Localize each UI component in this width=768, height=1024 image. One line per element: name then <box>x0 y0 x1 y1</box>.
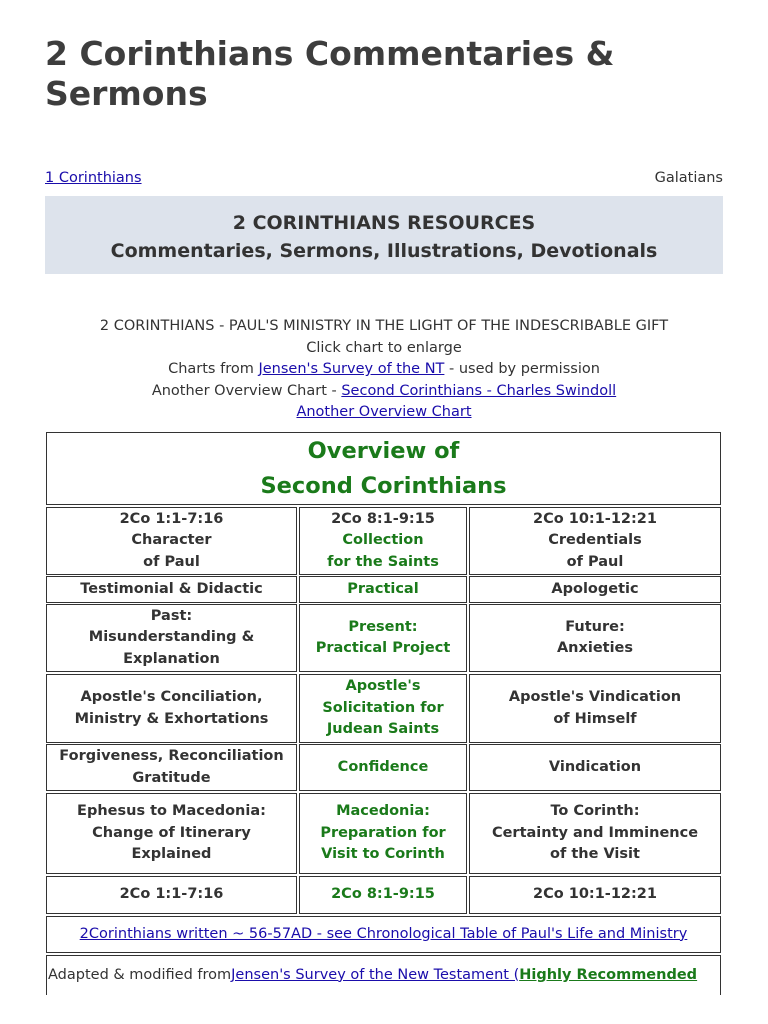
overview-cell-line: of Paul <box>143 553 200 570</box>
overview-cell-line: of Paul <box>566 553 624 570</box>
overview-cell-header-row-0 <box>46 507 297 575</box>
overview-cell-line: 2Co 8:1-9:15 <box>331 886 435 903</box>
overview-cell-time-row-2 <box>469 604 721 672</box>
overview-cell-line: Explained <box>131 846 212 863</box>
page-title <box>45 34 723 114</box>
overview-cell-line: Apostle's Conciliation, <box>80 689 263 705</box>
overview-cell-line: Confidence <box>337 758 429 775</box>
overview-cell-text <box>347 579 418 601</box>
overview-cell-line: Testimonial & Didactic <box>80 580 263 597</box>
overview-cell-line: 2Co 10:1-12:21 <box>533 510 657 527</box>
overview-cell-line: Certainty and Imminence <box>491 824 699 841</box>
overview-cell-time-row-0 <box>46 604 297 672</box>
prev-book-link[interactable]: 1 Corinthians <box>45 170 142 186</box>
another-chart-prefix: Another Overview Chart - <box>151 382 342 399</box>
another-chart-line <box>45 381 723 403</box>
overview-cell-text <box>331 884 435 906</box>
click-note: Click chart to enlarge <box>306 339 462 356</box>
next-book-label: Galatians <box>654 170 723 186</box>
overview-cell-line: Practical Project <box>315 640 451 656</box>
overview-cell-line: 2Co 10:1-12:21 <box>533 886 657 903</box>
overview-cell-text <box>316 617 451 660</box>
overview-cell-theme-row-1 <box>299 674 467 743</box>
overview-cell-header-row-1 <box>299 507 467 575</box>
overview-cell-line: Credentials <box>548 532 642 549</box>
overview-cell-reference-row-2 <box>469 876 721 914</box>
overview-cell-approach-row-0 <box>46 576 297 603</box>
overview-cell-line: of Himself <box>553 710 637 727</box>
overview-cell-line: Future: <box>565 618 625 635</box>
overview-cell-line: Misunderstanding & <box>88 629 255 646</box>
chronological-table-link[interactable]: 2Corinthians written ~ 56-57AD - see Chronological Table of Paul's Life and Ministry <box>79 925 688 942</box>
overview-cell-text <box>338 757 429 779</box>
overview-cell-line: Apostle's <box>345 678 421 695</box>
overview-cell-line: Change of Itinerary <box>92 824 251 841</box>
overview-cell-line: Gratitude <box>132 769 211 786</box>
another-overview-chart-link[interactable]: Another Overview Chart <box>296 404 472 420</box>
jensen-nt-link-text: Jensen's Survey of the New Testament ( <box>231 966 520 983</box>
overview-cell-line: of the Visit <box>550 846 640 863</box>
overview-cell-line: 2Co 1:1-7:16 <box>119 510 224 527</box>
overview-cell-line: Forgiveness, Reconciliation <box>59 748 284 764</box>
overview-cell-text <box>509 687 681 730</box>
overview-cell-line: Judean Saints <box>326 721 440 738</box>
overview-cell-location-row-2 <box>469 793 721 874</box>
overview-cell-text <box>59 746 283 789</box>
overview-cell-line: Apostle's Vindication <box>508 689 682 705</box>
date-link-row <box>46 916 721 953</box>
another-chart-line-2 <box>45 402 723 424</box>
overview-cell-text <box>120 509 224 574</box>
overview-cell-line: Character <box>131 532 212 549</box>
overview-heading <box>46 432 721 505</box>
overview-cell-location-row-0 <box>46 793 297 874</box>
overview-cell-text <box>120 884 224 906</box>
overview-cell-text <box>533 509 657 574</box>
overview-cell-text <box>320 801 445 866</box>
overview-cell-tone-row-2 <box>469 744 721 791</box>
overview-cell-line: Preparation for <box>320 824 446 841</box>
overview-heading-line2: Second Corinthians <box>260 472 507 499</box>
overview-cell-text <box>492 801 698 866</box>
overview-cell-text <box>80 579 262 601</box>
banner-heading: 2 CORINTHIANS RESOURCES <box>232 212 536 234</box>
overview-cell-line: Present: <box>348 618 418 635</box>
charts-credit-prefix: Charts from <box>168 361 259 377</box>
overview-cell-line: Past: <box>150 607 193 624</box>
overview-cell-line: Anxieties <box>556 640 634 656</box>
overview-cell-text <box>322 676 443 741</box>
book-navigation <box>45 170 723 190</box>
overview-cell-theme-row-2 <box>469 674 721 743</box>
overview-cell-text <box>557 617 633 660</box>
book-subtitle: 2 CORINTHIANS - PAUL'S MINISTRY IN THE LIGHT OF THE INDESCRIBABLE GIFT <box>99 318 669 334</box>
page-title-line1: 2 Corinthians Commentaries & <box>45 34 615 73</box>
swindoll-chart-link[interactable]: Second Corinthians - Charles Swindoll <box>341 382 617 399</box>
jensen-nt-link[interactable] <box>231 965 697 987</box>
overview-cell-reference-row-0 <box>46 876 297 914</box>
overview-cell-line: To Corinth: <box>550 803 640 820</box>
overview-cell-text <box>533 884 657 906</box>
intro-block <box>45 316 723 424</box>
banner-subheading: Commentaries, Sermons, Illustrations, Devotionals <box>110 240 658 262</box>
overview-cell-tone-row-1 <box>299 744 467 791</box>
overview-cell-line: 2Co 1:1-7:16 <box>119 886 224 903</box>
overview-cell-line: Ministry & Exhortations <box>74 710 269 727</box>
overview-cell-line: Solicitation for <box>322 699 444 716</box>
highly-recommended-text: Highly Recommended <box>519 966 698 983</box>
overview-cell-text <box>89 606 254 671</box>
overview-cell-line: for the Saints <box>327 553 439 570</box>
overview-cell-approach-row-1 <box>299 576 467 603</box>
page-title-line2: Sermons <box>45 74 208 113</box>
overview-cell-tone-row-0 <box>46 744 297 791</box>
overview-cell-line: Collection <box>342 532 424 549</box>
overview-cell-line: Visit to Corinth <box>321 846 445 863</box>
overview-cell-line: Macedonia: <box>336 803 430 820</box>
adapted-prefix: Adapted & modified from <box>48 966 232 983</box>
overview-cell-line: Ephesus to Macedonia: <box>77 803 266 820</box>
overview-cell-reference-row-1 <box>299 876 467 914</box>
overview-cell-text <box>551 579 638 601</box>
resources-banner <box>45 196 723 274</box>
overview-cell-approach-row-2 <box>469 576 721 603</box>
overview-cell-line: 2Co 8:1-9:15 <box>331 510 435 527</box>
adapted-row <box>46 955 721 995</box>
overview-heading-line1: Overview of <box>307 437 460 464</box>
overview-cell-text <box>327 509 439 574</box>
overview-cell-theme-row-0 <box>46 674 297 743</box>
overview-cell-header-row-2 <box>469 507 721 575</box>
overview-cell-line: Apologetic <box>551 580 639 597</box>
jensen-survey-link[interactable]: Jensen's Survey of the NT <box>258 361 445 377</box>
overview-cell-line: Vindication <box>548 758 642 775</box>
overview-cell-line: Practical <box>347 580 419 597</box>
overview-cell-line: Explanation <box>123 650 220 667</box>
overview-cell-text <box>75 687 269 730</box>
charts-credit <box>45 359 723 381</box>
overview-cell-text <box>77 801 266 866</box>
overview-cell-text <box>549 757 641 779</box>
charts-credit-suffix: - used by permission <box>444 361 600 377</box>
overview-cell-time-row-1 <box>299 604 467 672</box>
overview-cell-location-row-1 <box>299 793 467 874</box>
